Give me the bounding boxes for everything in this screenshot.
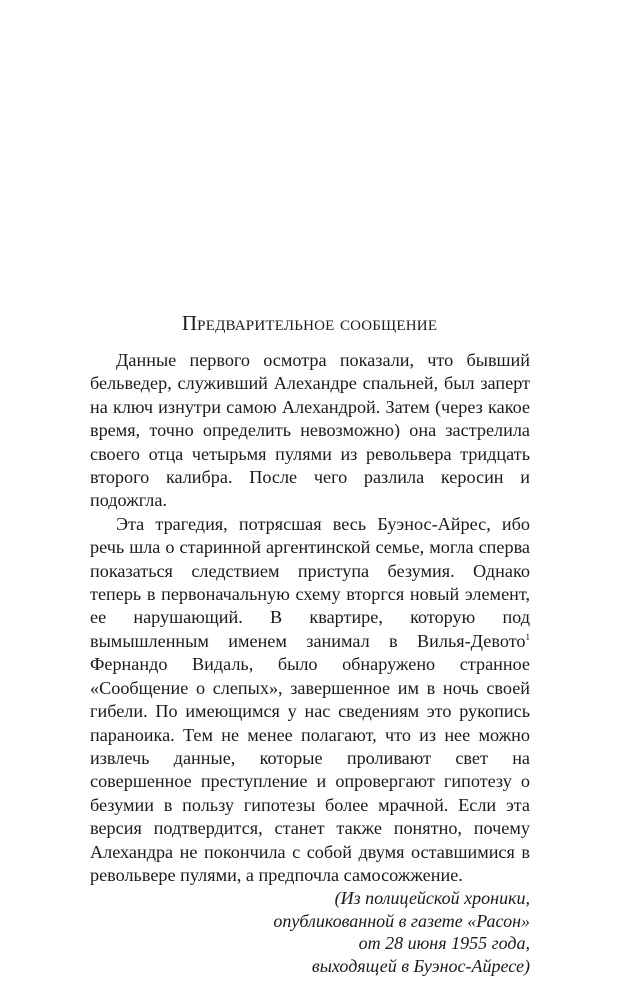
paragraph-2-part-2: Фернандо Видаль, было обнаружено странное «Сообщение о слепых», завершенное им в ночь своей гибели. По имеющимся у нас сведениям это рукопись параноика. Тем не менее полагают, что из нее можно извлечь данные, которые проливают свет на совершенное преступление и опровергают гипотезу о безумии в пользу гипотезы более мрачной. Если эта версия подтвердится, станет также понятно, почему Алехандра не покончила с собой двумя оставшимися в револьвере пулями, а предпочла самосожжение. [90, 654, 530, 885]
body-text [90, 349, 530, 977]
chapter-heading: Предварительное сообщение [181, 311, 438, 335]
footnote-marker: 1 [525, 631, 530, 642]
paragraph-2-part-1: Эта трагедия, потрясшая весь Буэнос-Айрес, ибо речь шла о старинной аргентинской семье, могла сперва показаться следствием приступа безумия. Однако теперь в первоначальную схему вторгся новый элемент, ее нарушающий. В квартире, которую под вымышленным именем занимал в Вилья-Девото [90, 513, 530, 651]
paragraph-2 [90, 513, 530, 888]
source-citation: (Из полицейской хроники, опубликованной в газете «Расон» от 28 июня 1955 года, выходящей в Буэнос-Айресе) [273, 888, 530, 976]
paragraph-1: Данные первого осмотра показали, что бывший бельведер, служивший Алехандре спальней, был заперт на ключ изнутри самою Алехандрой. Затем (через какое время, точно определить невозможно) она застрелила своего отца четырьмя пулями из револьвера тридцать второго калибра. После чего разлила керосин и подожгла. [90, 350, 530, 511]
